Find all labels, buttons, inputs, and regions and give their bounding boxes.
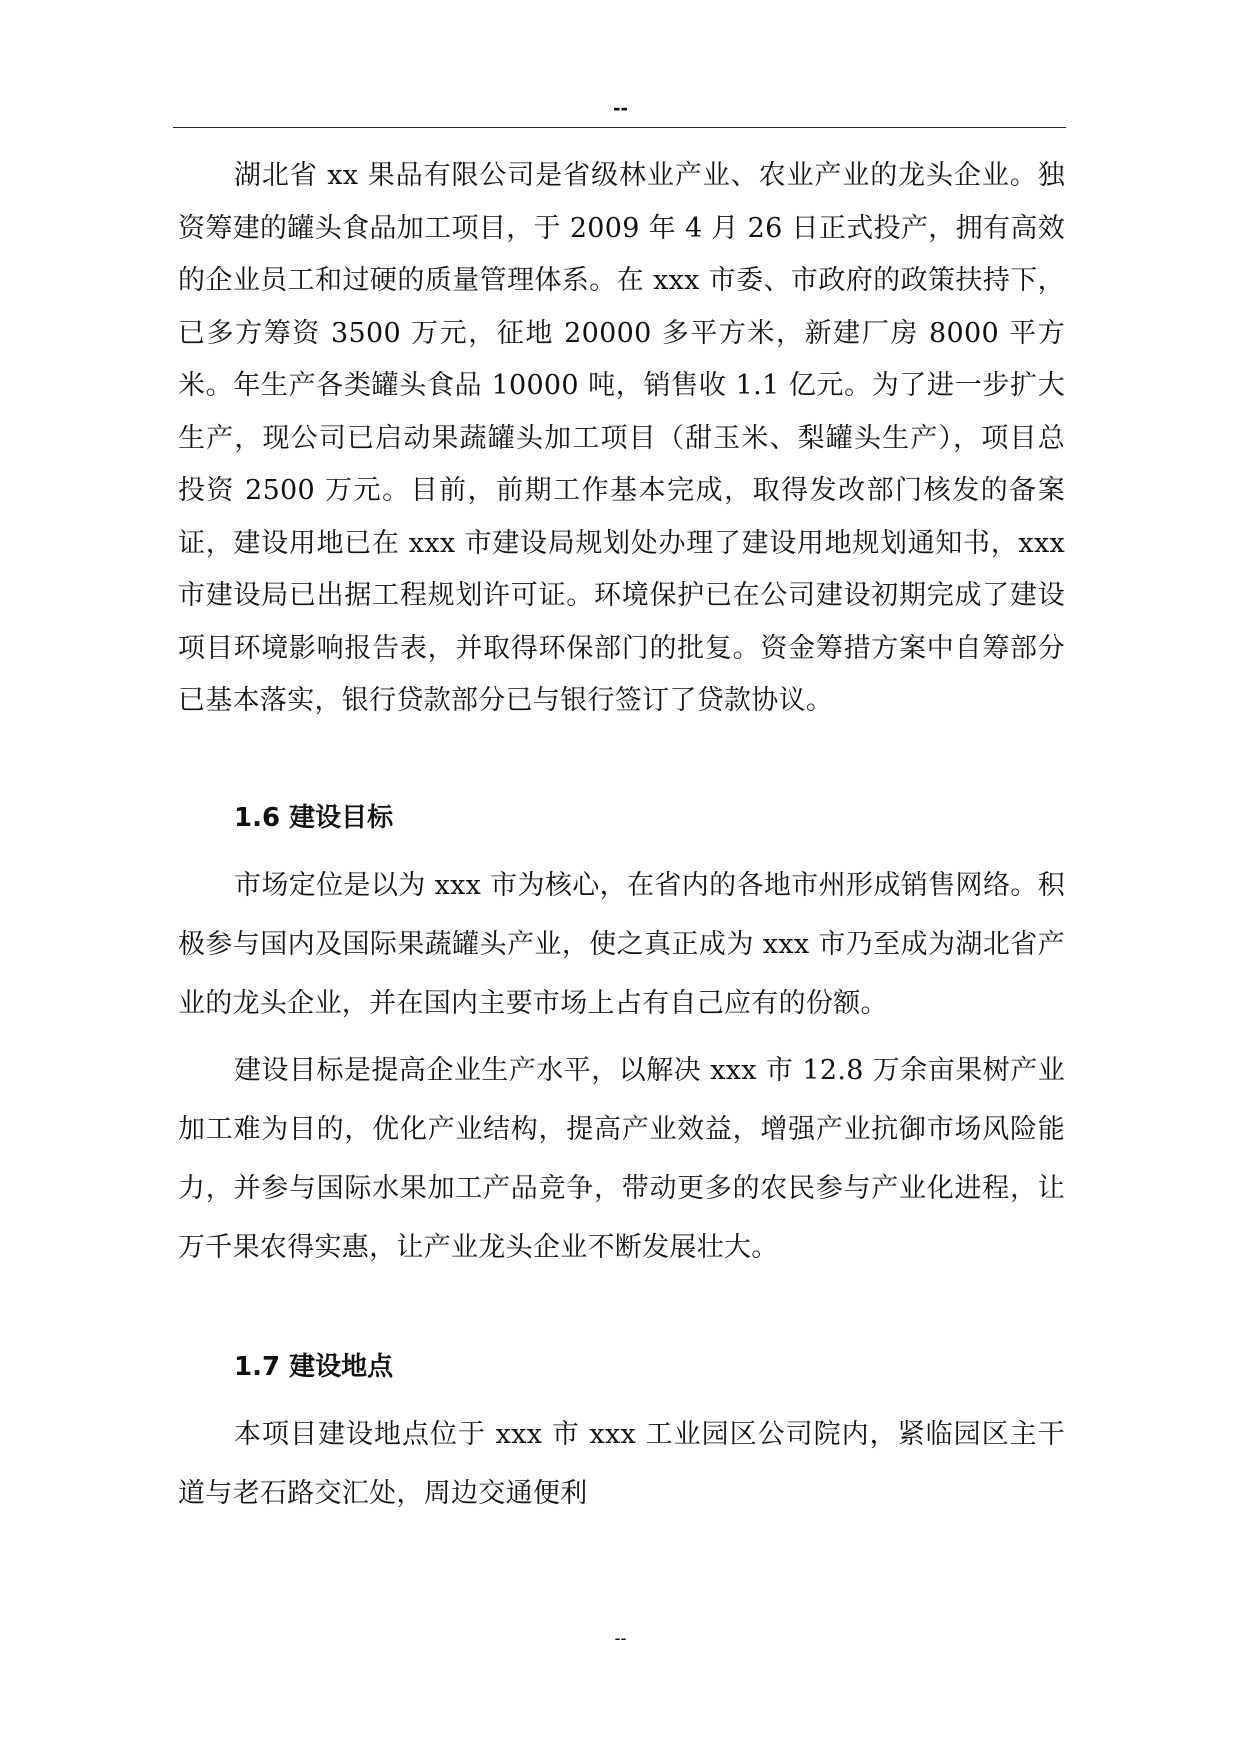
document-body [178,150,1065,1523]
section-heading-1-6: 1.6 建设目标 [234,802,394,833]
section-1-6-paragraph-1: 市场定位是以为 xxx 市为核心，在省内的各地市州形成销售网络。积极参与国内及国际果蔬罐头产业，使之真正成为 xxx 市乃至成为湖北省产业的龙头企业，并在国内主要市场上占有自己应有的份额。 [178,869,1065,1019]
section-heading-1-7: 1.7 建设地点 [234,1351,394,1382]
header-divider [173,127,1066,128]
section-1-6-paragraph-2: 建设目标是提高企业生产水平，以解决 xxx 市 12.8 万余亩果树产业加工难为目的，优化产业结构，提高产业效益，增强产业抗御市场风险能力，并参与国际水果加工产品竞争，带动更多的农民参与产业化进程，让万千果农得实惠，让产业龙头企业不断发展壮大。 [178,1054,1065,1263]
intro-paragraph: 湖北省 xx 果品有限公司是省级林业产业、农业产业的龙头企业。独资筹建的罐头食品加工项目，于 2009 年 4 月 26 日正式投产，拥有高效的企业员工和过硬的质量管理体系。在 xxx 市委、市政府的政策扶持下，已多方筹资 3500 万元，征地 20000 多平方米，新建厂房 8000 平方米。年生产各类罐头食品 10000 吨，销售收 1.1 亿元。为了进一步扩大生产，现公司已启动果蔬罐头加工项目（甜玉米、梨罐头生产），项目总投资 2500 万元。目前，前期工作基本完成，取得发改部门核发的备案证，建设用地已在 xxx 市建设局规划处办理了建设用地规划通知书，xxx 市建设局已出据工程规划许可证。环境保护已在公司建设初期完成了建设项目环境影响报告表，并取得环保部门的批复。资金筹措方案中自筹部分已基本落实，银行贷款部分已与银行签订了贷款协议。 [178,160,1065,716]
page-header: -- [613,95,628,120]
section-1-7-paragraph-1: 本项目建设地点位于 xxx 市 xxx 工业园区公司院内，紧临园区主干道与老石路交汇处，周边交通便利 [178,1418,1065,1509]
page-footer: -- [614,1628,627,1648]
